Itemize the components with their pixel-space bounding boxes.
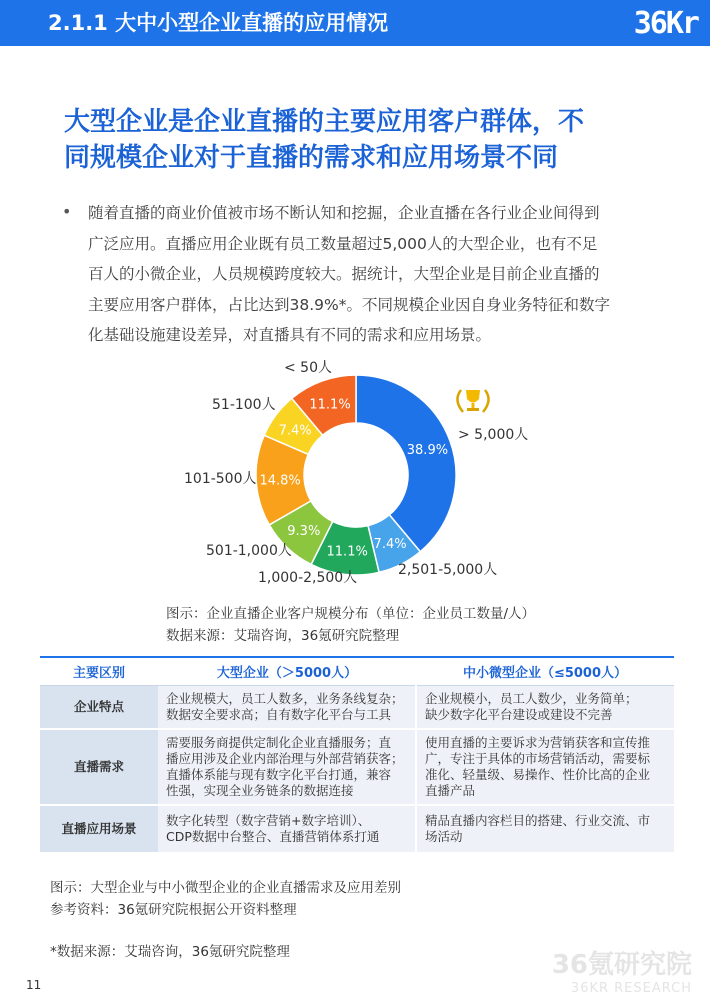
cell-line: 企业规模小，员工人数少，业务简单； <box>425 690 638 706</box>
header-bar <box>0 0 710 46</box>
table-row <box>40 805 674 853</box>
slice-category-label: 101-500人 <box>184 471 257 487</box>
chart-source-caption: 数据来源：艾瑞咨询，36氪研究院整理 <box>166 628 400 644</box>
slice-percent-label: 14.8% <box>259 473 301 489</box>
row-key-cell: 直播需求 <box>40 729 158 805</box>
table-row <box>40 685 674 729</box>
small-enterprise-cell <box>416 729 674 805</box>
table-header-row <box>40 657 674 685</box>
paragraph-line-4: 主要应用客户群体，占比达到38.9%*。不同规模企业因自身业务特征和数字 <box>88 295 610 314</box>
footnote: *数据来源：艾瑞咨询，36氪研究院整理 <box>50 944 290 960</box>
slice-category-label: < 50人 <box>284 360 332 376</box>
table-header-cell: 大型企业（＞5000人） <box>158 657 416 685</box>
slice-category-label: 51-100人 <box>212 397 276 413</box>
cell-line: 场活动 <box>425 829 463 844</box>
section-title: 2.1.1 大中小型企业直播的应用情况 <box>48 11 389 35</box>
slice-category-label: 2,501-5,000人 <box>398 562 498 578</box>
cell-line: 数字化转型（数字营销+数字培训）、 <box>166 813 371 828</box>
table-row <box>40 729 674 805</box>
cell-line: 准化、轻量级、易操作、性价比高的企业 <box>425 767 651 782</box>
chart-figure-caption: 图示：企业直播企业客户规模分布（单位：企业员工数量/人） <box>166 606 536 622</box>
slice-category-label: 1,000-2,500人 <box>258 570 358 586</box>
cell-line: 使用直播的主要诉求为营销获客和宣传推 <box>425 735 651 750</box>
page-number: 11 <box>26 978 42 992</box>
donut-chart <box>0 350 710 600</box>
intro-paragraph <box>88 198 653 351</box>
paragraph-line-3: 百人的小微企业，人员规模跨度较大。据统计，大型企业是目前企业直播的 <box>88 265 600 283</box>
paragraph-line-1: 随着直播的商业价值被市场不断认知和挖掘，企业直播在各行业企业间得到 <box>88 204 600 222</box>
table-figure-caption: 图示：大型企业与中小微型企业的企业直播需求及应用差别 <box>50 880 401 896</box>
cell-line: 需要服务商提供定制化企业直播服务；直 <box>166 735 392 750</box>
cell-line: 数据安全要求高；自有数字化平台与工具 <box>166 706 392 722</box>
watermark <box>552 944 692 996</box>
small-enterprise-cell <box>416 685 674 729</box>
slice-percent-label: 7.4% <box>278 423 312 439</box>
slice-percent-label: 9.3% <box>287 524 321 540</box>
comparison-table <box>40 656 674 854</box>
large-enterprise-cell <box>158 805 416 853</box>
cell-line: CDP数据中台整合、直播营销体系打通 <box>166 829 380 844</box>
watermark-en: 36KR RESEARCH <box>570 981 692 996</box>
cell-line: 精品直播内容栏目的搭建、行业交流、市 <box>425 813 651 828</box>
table-header-cell: 主要区别 <box>40 657 158 685</box>
slice-percent-label: 11.1% <box>309 397 351 413</box>
brand-logo: 36Kr <box>633 6 698 41</box>
slice-percent-label: 38.9% <box>406 443 449 459</box>
row-key-cell: 直播应用场景 <box>40 805 158 853</box>
cell-line: 企业规模大，员工人数多，业务条线复杂； <box>166 690 404 706</box>
cell-line: 广，专注于具体的市场营销活动，需要标 <box>425 751 651 766</box>
cell-line: 缺少数字化平台建设或建设不完善 <box>425 706 613 722</box>
main-title-line-1: 大型企业是企业直播的主要应用客户群体，不 <box>64 107 585 137</box>
main-title-line-2: 同规模企业对于直播的需求和应用场景不同 <box>64 143 559 173</box>
table-source-caption: 参考资料：36氪研究院根据公开资料整理 <box>50 902 297 918</box>
slice-percent-label: 7.4% <box>373 536 407 552</box>
large-enterprise-cell <box>158 729 416 805</box>
table-header-cell: 中小微型企业（≤5000人） <box>416 657 674 685</box>
cell-line: 直播体系能与现有数字化平台打通，兼容 <box>166 767 392 782</box>
large-enterprise-cell <box>158 685 416 729</box>
cell-line: 直播产品 <box>425 783 476 798</box>
slice-percent-label: 11.1% <box>326 544 368 560</box>
main-title <box>64 104 664 176</box>
slice-category-label: > 5,000人 <box>458 427 529 443</box>
bullet-dot: • <box>62 202 72 221</box>
trophy-icon <box>457 390 488 412</box>
watermark-cn: 36氪研究院 <box>551 950 692 980</box>
paragraph-line-2: 广泛应用。直播应用企业既有员工数量超过5,000人的大型企业，也有不足 <box>88 234 598 253</box>
paragraph-line-5: 化基础设施建设差异，对直播具有不同的需求和应用场景。 <box>88 326 492 344</box>
small-enterprise-cell <box>416 805 674 853</box>
cell-line: 播应用涉及企业内部治理与外部营销获客； <box>166 751 404 766</box>
row-key-cell: 企业特点 <box>40 685 158 729</box>
donut-chart-svg <box>0 350 710 600</box>
slice-category-label: 501-1,000人 <box>206 543 292 559</box>
cell-line: 性强，实现全业务链条的数据连接 <box>166 783 354 798</box>
